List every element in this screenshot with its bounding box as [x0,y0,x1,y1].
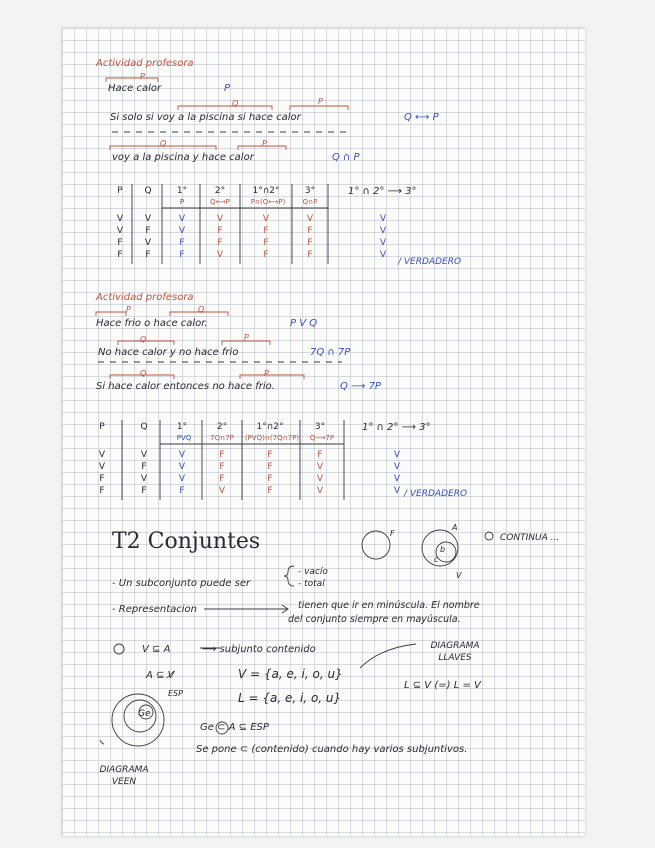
t2-cell: F [267,486,273,496]
section1-line3-text: voy a la piscina y hace calor [112,152,254,163]
t2-header-q: Q [140,422,148,432]
t2-subheader-2: 7Q∩7P [210,434,234,442]
t2-result: V [393,486,401,496]
section2-line3-label-p: P [264,369,269,378]
esp-label: ESP [168,689,183,698]
section2-line2-label-q: Q [140,335,147,344]
t1-cell: F [145,250,151,260]
representation-text: - Representacion [112,604,197,615]
circle-a-label: A [452,523,458,532]
t1-result: V [379,214,387,224]
t1-header-3: 3° [304,186,316,196]
subset-text: - Un subconjunto puede ser [112,578,251,589]
t1-cell: F [217,238,223,248]
t2-subheader-3: Q⟶7P [309,434,335,442]
t1-cell: F [307,238,313,248]
section1-line1-text: Hace calor [108,83,162,94]
section2-line1-label-p: P [126,305,131,314]
t1-subheader-3: Q∩P [302,198,318,206]
t1-cell: V [216,214,224,224]
t2-header-12: 1°∩2° [256,422,284,432]
section1-line1-symbol: P [224,83,231,94]
example-b: A ⊆ V̸ [146,670,175,681]
t1-cell: F [145,226,151,236]
section2-line2-formula: 7Q ∩ 7P [310,347,351,358]
section1-line2-text: Si solo si voy a la piscina si hace calor [110,112,301,123]
t1-subheader-1: P [179,198,185,206]
example-a: V ⊆ A [142,644,171,655]
t2-cell: V [98,450,106,460]
t1-cell: V [216,250,224,260]
t1-cell: V [144,214,152,224]
t2-cell: F [219,474,225,484]
section2-line1-label-q: Q [198,305,205,314]
continua-label: CONTINUA ... [500,533,560,543]
t1-subheader-12: P∩(Q⟷P) [250,198,286,206]
t2-verdict: / VERDADERO [404,489,468,499]
t2-cell: F [99,474,105,484]
t1-result: V [379,226,387,236]
section2-line3-label-q: Q [140,369,147,378]
t1-cell: V [178,214,186,224]
t2-cell: V [178,474,186,484]
t1-result: V [379,250,387,260]
set-l: L = {a, e, i, o, u} [238,691,342,705]
t1-cell: F [307,250,313,260]
t2-cell: V [140,474,148,484]
section1-line1-label-p: P [140,72,145,81]
t1-result: V [379,238,387,248]
t1-cell: V [262,214,270,224]
t1-verdict: / VERDADERO [398,257,462,267]
ge-subset-line: Ge ⊂ A ⊆ ESP [200,722,269,733]
t2-subheader-12: (PVQ)∩(7Q∩7P) [244,434,300,442]
circle-f-label: F [390,529,395,538]
t2-cell: V [218,486,226,496]
subset-option-vacio: - vacío [298,567,328,577]
t1-formula: 1° ∩ 2° ⟶ 3° [348,186,417,197]
t2-cell: V [178,450,186,460]
t2-cell: V [178,462,186,472]
circle-v-label: V [456,571,462,580]
t2-header-2: 2° [216,422,228,432]
t1-cell: V [178,226,186,236]
t1-cell: F [263,250,269,260]
t2-cell: F [99,486,105,496]
t1-header-12: 1°∩2° [252,186,280,196]
t2-cell: F [317,450,323,460]
t1-cell: V [306,214,314,224]
representation-note-2: del conjunto siempre en mayúscula. [288,614,461,625]
section2-line2-text: No hace calor y no hace frio [98,347,239,358]
t2-cell: F [267,450,273,460]
t2-cell: V [316,486,324,496]
subset-note: Se pone ⊂ (contenido) cuando hay varios subjuntivos. [196,744,468,755]
t1-cell: F [307,226,313,236]
t2-subheader-1: PVQ [176,434,192,442]
t1-cell: F [217,226,223,236]
t2-cell: V [140,450,148,460]
representation-note-1: tienen que ir en minúscula. El nombre [298,600,480,611]
section2-line1-formula: P V Q [290,318,318,329]
section1-line2-label-q: Q [232,99,239,108]
circle-b-label: b [440,545,446,554]
t2-formula: 1° ∩ 2° ⟶ 3° [362,422,431,433]
t2-cell: F [179,486,185,496]
subset-option-total: - total [298,579,325,589]
diagram-llaves-label: DIAGRAMA LLAVES [430,641,480,663]
ge-circle-label: Ge [138,709,151,719]
t2-cell: V [316,474,324,484]
t1-header-1: 1° [176,186,188,196]
section2-line1-text: Hace frio o hace calor. [96,318,208,329]
t2-result: V [393,450,401,460]
t2-cell: V [98,462,106,472]
t1-header-2: 2° [214,186,226,196]
t2-result: V [393,474,401,484]
diagram-veen-label: DIAGRAMA VEEN [99,765,149,787]
t1-cell: F [117,238,123,248]
section1-line3-label-p: P [262,139,267,148]
t1-cell: F [179,238,185,248]
t1-header-q: Q [144,186,152,196]
t2-header-3: 3° [314,422,326,432]
section1-line3-formula: Q ∩ P [332,152,360,163]
section2-line2-label-p: P [244,333,249,342]
set-v: V = {a, e, i, o, u} [238,667,343,681]
section2-line3-formula: Q ⟶ 7P [340,381,381,392]
subset-equivalence: L ⊆ V (=) L = V [404,680,481,691]
t1-cell: F [117,250,123,260]
t2-header-1: 1° [176,422,188,432]
t1-cell: F [263,226,269,236]
t1-header-p: P [117,186,123,196]
t2-header-p: P [99,422,105,432]
t2-cell: F [267,474,273,484]
section2-title: Actividad profesora [96,292,194,303]
t2-cell: F [219,462,225,472]
section1-line2-label-p: P [318,97,323,106]
t2-cell: F [267,462,273,472]
example-a-note: ⟶ subjunto contenido [202,644,316,655]
section1-line2-formula: Q ⟷ P [404,112,439,123]
t2-cell: F [141,462,147,472]
t1-cell: V [116,214,124,224]
t2-cell: V [316,462,324,472]
t1-cell: V [116,226,124,236]
section1-title: Actividad profesora [96,58,194,69]
t1-cell: F [263,238,269,248]
section2-line3-text: Si hace calor entonces no hace frio. [96,381,275,392]
circle-c-label: c [434,555,439,564]
t2-cell: F [141,486,147,496]
t1-cell: V [144,238,152,248]
t1-cell: F [179,250,185,260]
t2-cell: F [219,450,225,460]
section3-title: T2 Conjuntes [112,529,261,554]
t1-subheader-2: Q⟷P [210,198,230,206]
section1-line3-label-q: Q [160,139,167,148]
t2-result: V [393,462,401,472]
